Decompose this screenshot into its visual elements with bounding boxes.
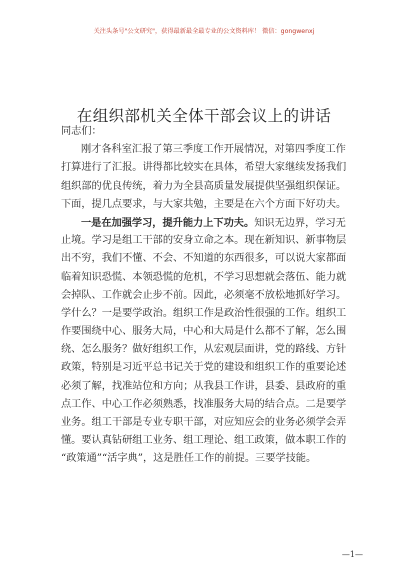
document-body bbox=[61, 123, 361, 469]
line-text: 必须了解，找准站位和方向；从我县工作讲，县委、县政府的重 bbox=[61, 380, 347, 392]
text-line bbox=[61, 378, 361, 396]
bold-heading: 一是在加强学习，提升能力上下功夫。 bbox=[81, 216, 255, 229]
text-line bbox=[61, 396, 361, 414]
text-line bbox=[61, 323, 361, 341]
text-line bbox=[61, 359, 361, 377]
page-number: —1— bbox=[341, 550, 363, 559]
text-line bbox=[61, 450, 361, 468]
line-text: 止境。学习是组工干部的安身立命之本。现在新知识、新事物层 bbox=[61, 235, 347, 247]
document-title: 在组织部机关全体干部会议上的讲话 bbox=[76, 107, 332, 125]
line-text: 学什么？一是要学政治。组织工作是政治性很强的工作。组织工 bbox=[61, 307, 347, 319]
text-line bbox=[61, 250, 361, 268]
text-line bbox=[61, 341, 361, 359]
text-line bbox=[61, 305, 361, 323]
text-line bbox=[61, 214, 361, 232]
text-line bbox=[61, 196, 361, 214]
line-text: 会掉队、工作就会止步不前。因此，必须毫不放松地抓好学习。 bbox=[61, 289, 347, 301]
text-line bbox=[61, 269, 361, 287]
line-text: 绕、怎么服务？做好组织工作，从宏观层面讲，党的路线、方针 bbox=[61, 344, 347, 356]
line-text: 组织部的优良传统，着力为全县高质量发展提供坚强组织保证。 bbox=[61, 180, 347, 192]
text-line bbox=[61, 178, 361, 196]
line-text: 业务。组工干部是专业专职干部，对应知应会的业务必须学会弄 bbox=[61, 417, 347, 428]
line-text: “政策通”“活字典”，这是胜任工作的前提。三要学技能。 bbox=[61, 453, 317, 465]
line-text: 点工作、中心工作必须熟悉，找准服务大局的结合点。二是要学 bbox=[61, 398, 347, 410]
greeting: 同志们： bbox=[61, 126, 102, 137]
line-text: 懂。要认真钻研组工业务、组工理论、组工政策，做本职工作的 bbox=[61, 435, 347, 447]
line-text: 知识无边界，学习无 bbox=[254, 217, 346, 229]
text-line bbox=[61, 232, 361, 250]
line-text: 出不穷，我们不懂、不会、不知道的东西很多，可以说大家都面 bbox=[61, 253, 347, 265]
line-text: 打算进行了汇报。讲得都比较实在具体，希望大家继续发扬我们 bbox=[61, 162, 347, 174]
text-line bbox=[61, 141, 361, 159]
text-line bbox=[61, 432, 361, 450]
header-banner: 关注头条号"公文研究"，获得最新最全最专业的公文资料库！ 微信：gongwenxj bbox=[93, 28, 315, 35]
text-line bbox=[61, 414, 361, 432]
line-text: 临着知识恐慌、本领恐慌的危机，不学习思想就会落伍、能力就 bbox=[61, 271, 347, 283]
text-line bbox=[61, 287, 361, 305]
line-text: 作要围绕中心、服务大局，中心和大局是什么都不了解，怎么围 bbox=[61, 326, 347, 338]
line-text: 政策，特别是习近平总书记关于党的建设和组织工作的重要论述 bbox=[61, 362, 347, 374]
text-line bbox=[61, 159, 361, 177]
line-text: 下面，提几点要求，与大家共勉，主要是在六个方面下好功夫。 bbox=[61, 198, 347, 210]
line-text: 刚才各科室汇报了第三季度工作开展情况，对第四季度工作 bbox=[81, 144, 346, 156]
paragraph-lines bbox=[61, 141, 361, 468]
